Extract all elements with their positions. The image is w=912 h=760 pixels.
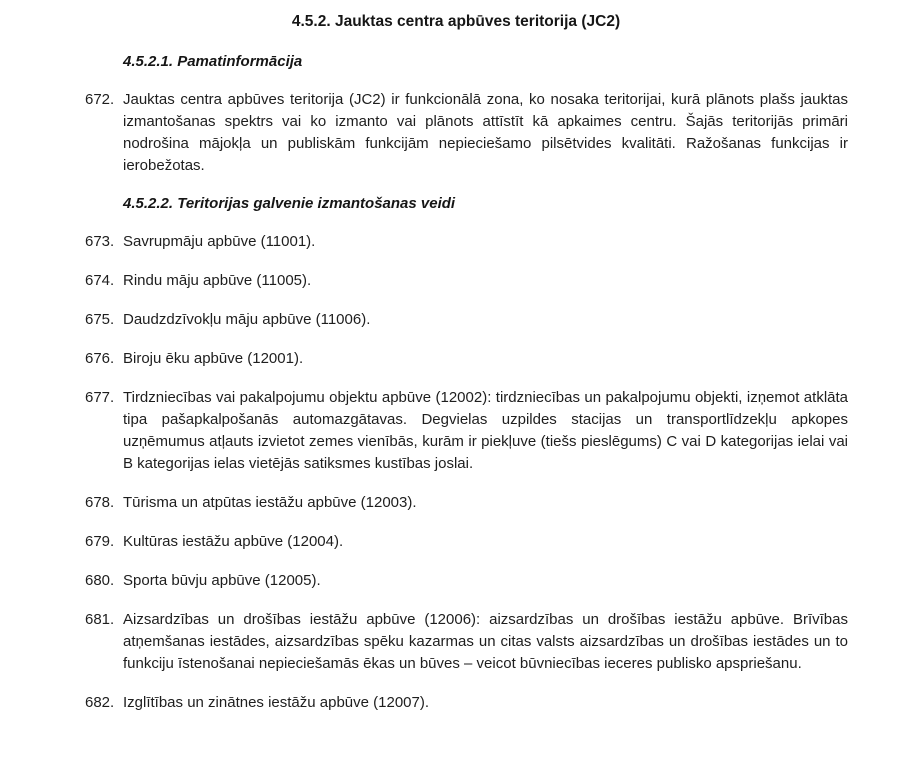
paragraph-text: Kultūras iestāžu apbūve (12004).	[123, 533, 344, 550]
list-item-675	[85, 309, 848, 331]
paragraph-text: Savrupmāju apbūve (11001).	[123, 233, 316, 250]
paragraph-number: 674.	[85, 272, 115, 289]
list-item-672	[85, 89, 848, 177]
section-heading: 4.5.2. Jauktas centra apbūves teritorija (JC2)	[291, 13, 621, 30]
paragraph-number: 680.	[85, 572, 115, 589]
paragraph-text: Rindu māju apbūve (11005).	[123, 272, 312, 289]
paragraph-number: 673.	[85, 233, 115, 250]
paragraph-number: 681.	[85, 611, 115, 628]
list-item-680	[85, 570, 848, 592]
paragraph-text: Daudzdzīvokļu māju apbūve (11006).	[123, 311, 371, 328]
paragraph-number: 676.	[85, 350, 115, 367]
list-item-673	[85, 231, 848, 253]
paragraph-number: 682.	[85, 694, 115, 711]
paragraph-number: 675.	[85, 311, 115, 328]
list-item-677	[85, 387, 848, 475]
subsection-heading-pamatinformacija: 4.5.2.1. Pamatinformācija	[123, 53, 303, 70]
paragraph-number: 672.	[85, 91, 115, 108]
paragraph-number: 678.	[85, 494, 115, 511]
paragraph-text: Biroju ēku apbūve (12001).	[123, 350, 304, 367]
list-item-674	[85, 270, 848, 292]
paragraph-text: Aizsardzības un drošības iestāžu apbūve (12006): aizsardzības un drošības iestāžu apbūve. Brīvības atņemšanas iestādes, aizsardzības spēku kazarmas un citas valsts aizsardzības un drošības iestādes un to funkciju īstenošanai nepieciešamās ēkas un būves – veicot būvniecības ieceres publisko apspriešanu.	[123, 611, 848, 672]
list-item-682	[85, 692, 848, 714]
paragraph-text: Tūrisma un atpūtas iestāžu apbūve (12003).	[123, 494, 417, 511]
subsection-heading-izmantosanas-veidi: 4.5.2.2. Teritorijas galvenie izmantošanas veidi	[123, 195, 456, 212]
list-item-679	[85, 531, 848, 553]
list-item-678	[85, 492, 848, 514]
paragraph-text: Sporta būvju apbūve (12005).	[123, 572, 321, 589]
list-item-676	[85, 348, 848, 370]
paragraph-number: 679.	[85, 533, 115, 550]
paragraph-text: Jauktas centra apbūves teritorija (JC2) ir funkcionālā zona, ko nosaka teritorijai, kurā plānots plašs jauktas izmantošanas spektrs vai ko izmanto vai plānots attīstīt kā apkaimes centru. Šajās teritorijās primāri nodrošina mājokļa un publiskām funkcijām nepieciešamo pilsētvides kvalitāti. Ražošanas funkcijas ir ierobežotas.	[123, 91, 848, 174]
paragraph-text: Tirdzniecības vai pakalpojumu objektu apbūve (12002): tirdzniecības un pakalpojumu objekti, izņemot atklāta tipa pašapkalpošanās automazgātavas. Degvielas uzpildes stacijas un transportlīdzekļu apkopes uzņēmumus atļauts izvietot zemes vienībās, kurām ir piekļuve (tiešs pieslēgums) C vai D kategorijas ielai vai B kategorijas ielas vietējās satiksmes kustības joslai.	[123, 389, 848, 472]
paragraph-number: 677.	[85, 389, 115, 406]
list-item-681	[85, 609, 848, 675]
paragraph-text: Izglītības un zinātnes iestāžu apbūve (12007).	[123, 694, 430, 711]
